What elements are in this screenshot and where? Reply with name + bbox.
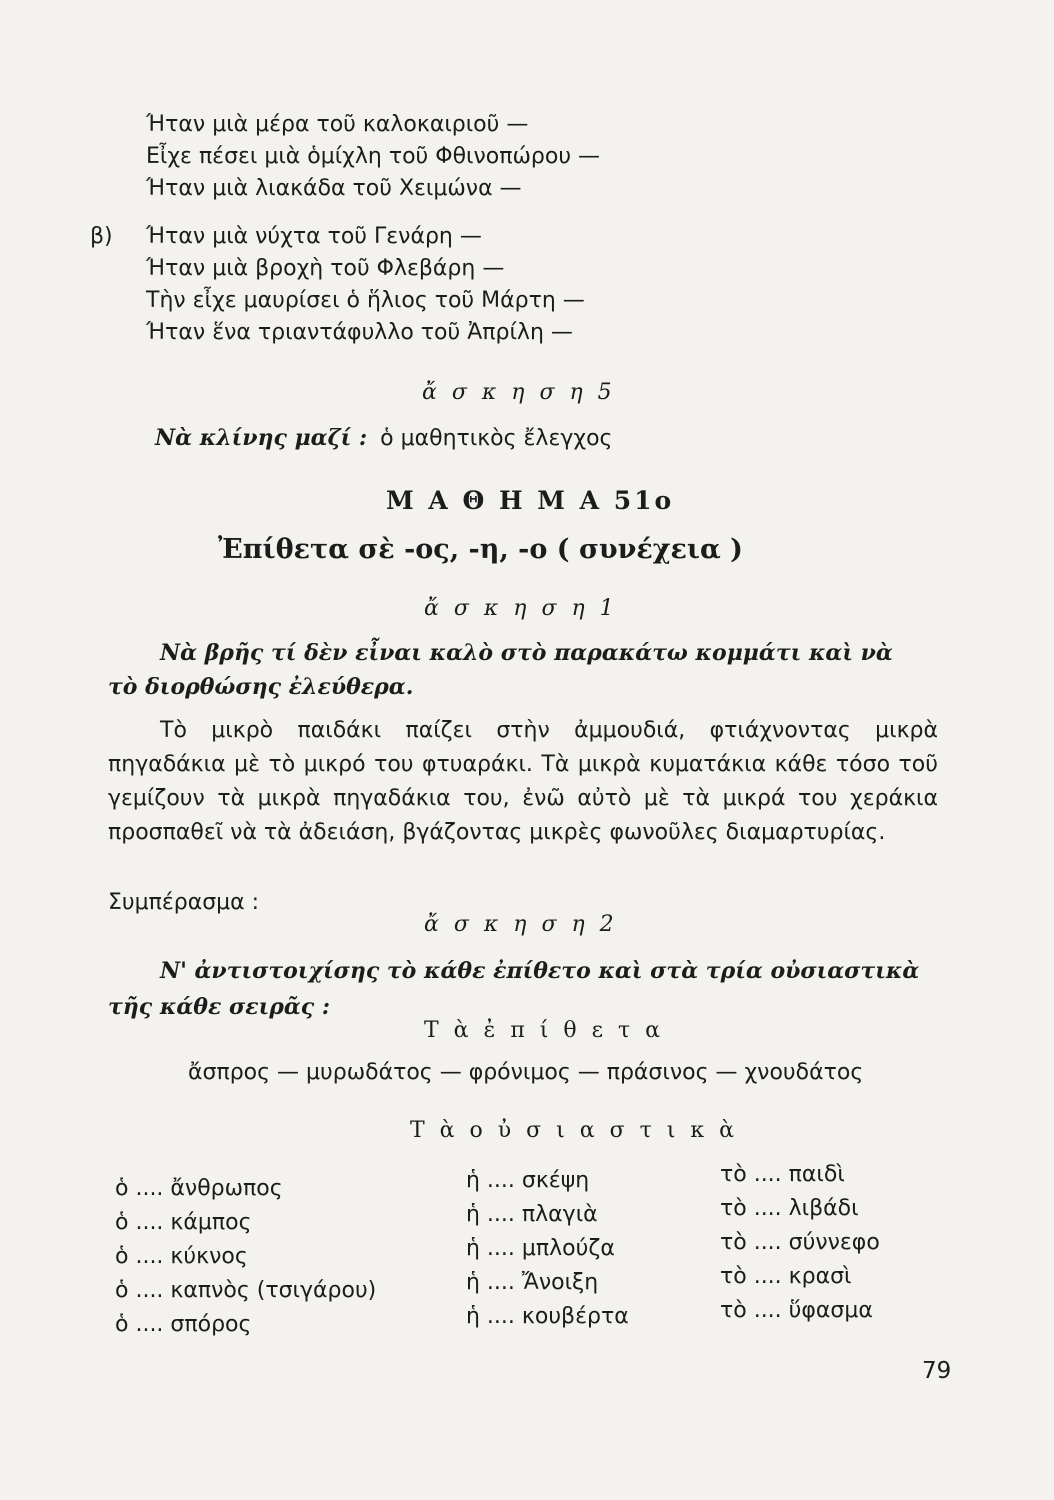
exercise-5-instruction — [155, 424, 612, 454]
masculine-nouns-column — [115, 1176, 376, 1346]
poem-line-1: Ήταν μιὰ μέρα τοῦ καλοκαιριοῦ — — [146, 112, 529, 137]
exercise-2-heading: ἄ σ κ η σ η 2 — [424, 912, 618, 937]
poem-line-2: Εἶχε πέσει μιὰ ὁμίχλη τοῦ Φθινοπώρου — — [146, 144, 601, 169]
exercise-5-instruction-rest: ὁ μαθητικὸς ἔλεγχος — [380, 426, 613, 451]
exercise-1-heading: ἄ σ κ η σ η 1 — [424, 596, 618, 621]
poem-line-3: Ήταν μιὰ λιακάδα τοῦ Χειμώνα — — [146, 176, 522, 201]
noun-feminine-2: ἡ .... πλαγιὰ — [466, 1202, 598, 1227]
noun-neuter-4: τὸ .... κρασὶ — [720, 1264, 852, 1289]
noun-masculine-4: ὁ .... καπνὸς (τσιγάρου) — [115, 1278, 377, 1303]
neuter-nouns-column — [720, 1162, 880, 1332]
noun-neuter-5: τὸ .... ὕφασμα — [720, 1298, 873, 1323]
conclusion-label: Συμπέρασμα : — [108, 890, 260, 915]
exercise-2-instruction-line-1: Ν' ἀντιστοιχίσης τὸ κάθε ἐπίθετο καὶ στὰ τρία οὐσιαστικὰ — [160, 958, 920, 984]
noun-masculine-3: ὁ .... κύκνος — [115, 1244, 248, 1269]
noun-masculine-5: ὁ .... σπόρος — [115, 1312, 252, 1337]
noun-masculine-1: ὁ .... ἄνθρωπος — [115, 1176, 283, 1201]
exercise-5-heading: ἄ σ κ η σ η 5 — [422, 380, 616, 405]
poem-b-line-1: Ήταν μιὰ νύχτα τοῦ Γενάρη — — [146, 224, 482, 249]
noun-feminine-5: ἡ .... κουβέρτα — [466, 1304, 629, 1329]
noun-neuter-1: τὸ .... παιδὶ — [720, 1162, 845, 1187]
lesson-title: Μ Α Θ Η Μ Α 51ο — [386, 486, 675, 515]
adjectives-list: ἄσπρος — μυρωδάτος — φρόνιμος — πράσινος — χνουδάτος — [188, 1060, 864, 1085]
page-number: 79 — [922, 1358, 952, 1384]
poem-b-line-3: Τὴν εἶχε μαυρίσει ὁ ἥλιος τοῦ Μάρτη — — [146, 288, 585, 313]
noun-masculine-2: ὁ .... κάμπος — [115, 1210, 252, 1235]
noun-feminine-4: ἡ .... Ἄνοιξη — [466, 1270, 599, 1295]
section-b-marker: β) — [90, 224, 113, 249]
poem-b-line-2: Ήταν μιὰ βροχὴ τοῦ Φλεβάρη — — [146, 256, 505, 281]
noun-neuter-2: τὸ .... λιβάδι — [720, 1196, 859, 1221]
exercise-1-instruction-line-2: τὸ διορθώσης ἐλεύθερα. — [108, 674, 414, 700]
poem-b-line-4: Ήταν ἕνα τριαντάφυλλο τοῦ Ἀπρίλη — — [146, 320, 573, 345]
adjectives-heading: Τ ὰ ἐ π ί θ ε τ α — [424, 1018, 665, 1043]
exercise-1-instruction-line-1: Νὰ βρῆς τί δὲν εἶναι καλὸ στὸ παρακάτω κομμάτι καὶ νὰ — [160, 640, 893, 666]
feminine-nouns-column — [466, 1168, 629, 1338]
nouns-heading: Τ ὰ ο ὐ σ ι α σ τ ι κ ὰ — [410, 1118, 738, 1143]
exercise-2-instruction-line-2: τῆς κάθε σειρᾶς : — [108, 994, 330, 1020]
noun-feminine-1: ἡ .... σκέψη — [466, 1168, 590, 1193]
exercise-1-paragraph: Τὸ μικρὸ παιδάκι παίζει στὴν ἀμμουδιά, φτιάχνοντας μικρὰ πηγαδάκια μὲ τὸ μικρό του φτυαράκι. Τὰ μικρὰ κυματάκια κάθε τόσο τοῦ γεμίζουν τὰ μικρὰ πηγαδάκια του, ἐνῶ αὐτὸ μὲ τὰ μικρά του χεράκια προσπαθεῖ νὰ τὰ ἀδειάση, βγάζοντας μικρὲς φωνοῦλες διαμαρτυρίας. — [108, 718, 938, 845]
noun-feminine-3: ἡ .... μπλούζα — [466, 1236, 615, 1261]
noun-neuter-3: τὸ .... σύννεφο — [720, 1230, 880, 1255]
lesson-subtitle: Ἐπίθετα σὲ -ος, -η, -ο ( συνέχεια ) — [218, 534, 743, 565]
exercise-5-instruction-bold: Νὰ κλίνης μαζί : — [155, 425, 368, 451]
